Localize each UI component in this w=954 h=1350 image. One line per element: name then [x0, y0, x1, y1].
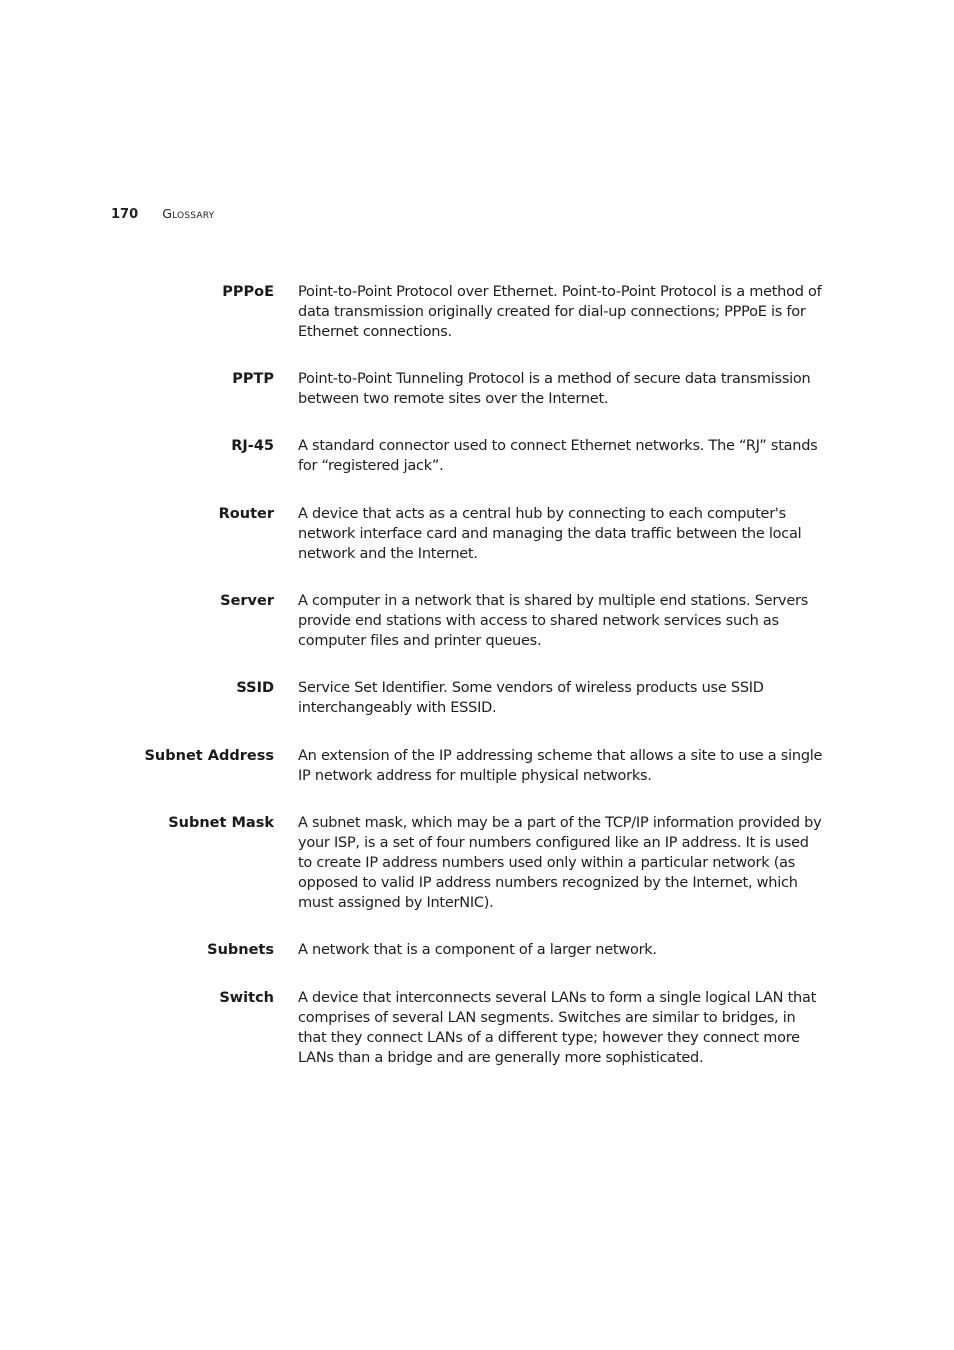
running-head: Glossary — [162, 206, 215, 221]
glossary-term: Subnet Address — [144, 748, 274, 764]
glossary-definition: A network that is a component of a larger network. — [298, 942, 657, 958]
glossary-term: PPPoE — [222, 284, 274, 300]
glossary-entry-ssid — [0, 678, 824, 718]
glossary-definition: A device that interconnects several LANs to form a single logical LAN that comprises of several LAN segments. Switches are similar to bridges, in that they connect LANs of a different type; however they connect more LANs than a bridge and are generally more sophisticated. — [298, 990, 817, 1066]
glossary-entry-rj-45 — [0, 436, 824, 476]
glossary-entry-pppoe — [0, 282, 824, 342]
glossary-definition: Point-to-Point Tunneling Protocol is a method of secure data transmission between two remote sites over the Internet. — [298, 371, 811, 407]
glossary-term: Subnet Mask — [168, 815, 274, 831]
glossary-entry-subnets — [0, 940, 824, 960]
glossary-term: RJ-45 — [231, 438, 274, 454]
glossary-term: Subnets — [207, 942, 274, 958]
glossary-definition: A subnet mask, which may be a part of the TCP/IP information provided by your ISP, is a set of four numbers configured like an IP address. It is used to create IP address numbers used only within a particular network (as opposed to valid IP address numbers recognized by the Internet, which must assigned by InterNIC). — [298, 815, 822, 911]
glossary-entry-pptp — [0, 369, 824, 409]
glossary-definition: Point-to-Point Protocol over Ethernet. Point-to-Point Protocol is a method of data transmission originally created for dial-up connections; PPPoE is for Ethernet connections. — [298, 284, 822, 340]
glossary-entry-router — [0, 504, 824, 564]
glossary-entry-server — [0, 591, 824, 651]
glossary-definition: An extension of the IP addressing scheme that allows a site to use a single IP network address for multiple physical networks. — [298, 748, 823, 784]
glossary-term: Switch — [219, 990, 274, 1006]
page-header — [111, 205, 214, 224]
glossary-definition: A device that acts as a central hub by connecting to each computer's network interface card and managing the data traffic between the local network and the Internet. — [298, 506, 802, 562]
glossary-definition: A standard connector used to connect Ethernet networks. The “RJ” stands for “registered jack”. — [298, 438, 818, 474]
glossary-entry-switch — [0, 988, 824, 1068]
glossary-term: Router — [218, 506, 274, 522]
glossary-term: Server — [220, 593, 274, 609]
glossary-entry-subnet-address — [0, 746, 824, 786]
glossary-entry-subnet-mask — [0, 813, 824, 913]
page-number: 170 — [111, 207, 139, 222]
glossary-definition: A computer in a network that is shared by multiple end stations. Servers provide end stations with access to shared network services such as computer files and printer queues. — [298, 593, 809, 649]
glossary-term: PPTP — [232, 371, 274, 387]
glossary-term: SSID — [236, 680, 274, 696]
glossary-definition: Service Set Identifier. Some vendors of wireless products use SSID interchangeably with ESSID. — [298, 680, 764, 716]
